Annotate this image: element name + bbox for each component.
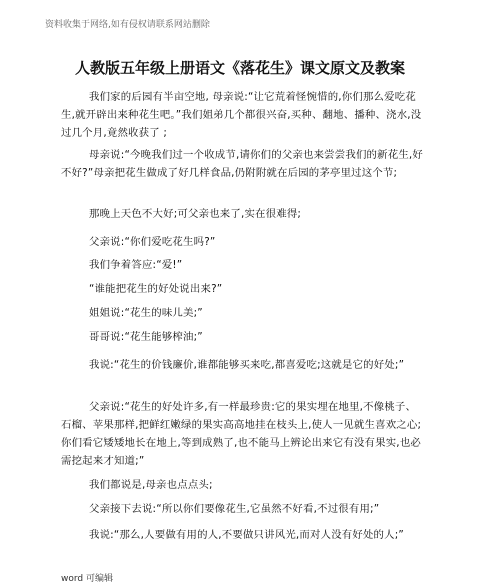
footer-note: word 可编辑: [61, 574, 113, 584]
paragraph: 我们都说是,母亲也点点头;: [89, 479, 213, 491]
paragraph: “谁能把花生的好处说出来?”: [89, 283, 223, 295]
paragraph: 哥哥说:“花生能够榨油;”: [89, 331, 203, 343]
document-title: 人教版五年级上册语文《落花生》课文原文及教案: [74, 59, 405, 77]
paragraph: 我说:“那么,人要做有用的人,不要做只讲风光,而对人没有好处的人;”: [89, 529, 405, 541]
paragraph: 父亲接下去说:“所以你们要像花生,它虽然不好看,不过很有用;”: [89, 503, 380, 515]
paragraph: 父亲说:“花生的好处许多,有一样最珍贵:它的果实埋在地里,不像桃子、石榴、苹果那样,把鲜红嫩绿的果实高高地挂在枝头上,使人一见就生喜欢之心;你们看它矮矮地长在地上,等到成熟了,也不能马上辨论出来它有没有果实,也必需挖起来才知道;”: [61, 401, 422, 467]
paragraph: 姐姐说:“花生的味儿美;”: [89, 307, 203, 319]
paragraph: 我说:“花生的价钱廉价,谁都能够买来吃,都喜爱吃;这就是它的好处;”: [89, 359, 405, 371]
header-note: 资料收集于网络,如有侵权请联系网站删除: [45, 20, 210, 30]
paragraph: 母亲说:“今晚我们过一个收成节,请你们的父亲也来尝尝我们的新花生,好不好?”母亲把花生做成了好几样食品,仍附附就在后园的茅亭里过这个节;: [61, 149, 424, 179]
paragraph: 那晚上天色不大好;可父亲也来了,实在很难得;: [89, 208, 302, 220]
paragraph: 我们争着答应:“爱!”: [89, 259, 183, 271]
paragraph: 我们家的后园有半亩空地, 母亲说:“让它荒着怪惋惜的,你们那么爱吃花生,就开辟出来种花生吧。”我们姐弟几个都很兴奋,买种、翻地、播种、浇水,没过几个月,竟然收获了 ;: [61, 91, 422, 139]
paragraph: 父亲说:“你们爱吃花生吗?”: [89, 236, 216, 248]
